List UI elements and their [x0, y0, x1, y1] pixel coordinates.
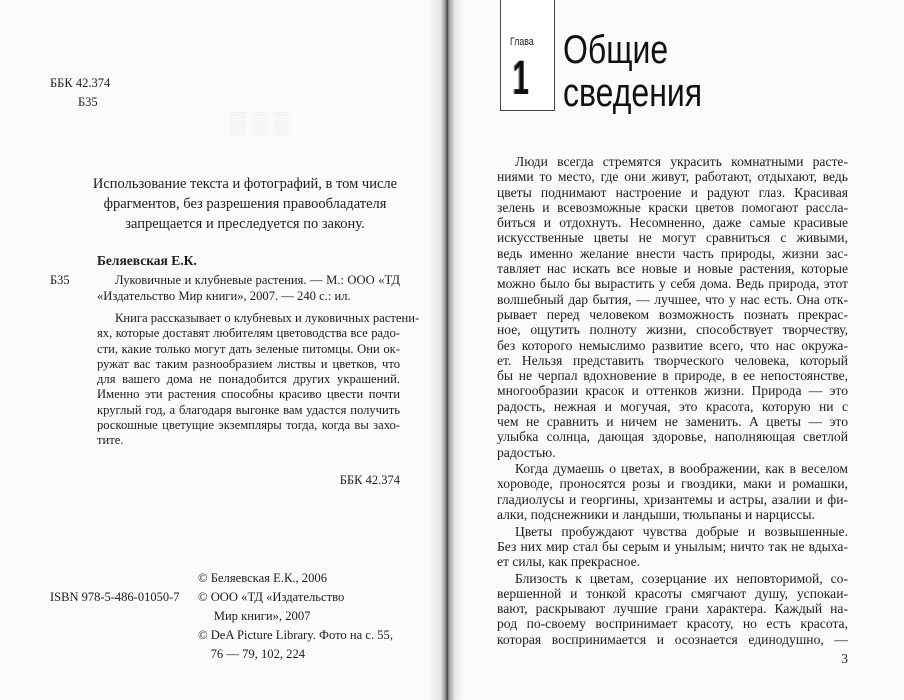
- body-line: радость, нежная и могучая, это красота, которую ни с: [497, 398, 848, 414]
- annotation-line: роскошные цветущие экземпляры тогда, когда вы захо-: [97, 418, 400, 433]
- copyright-block: [198, 569, 393, 664]
- chapter-badge: [500, 0, 555, 111]
- body-line: радостью.: [497, 444, 556, 460]
- paragraph: [497, 461, 848, 522]
- author-mark-top: Б35: [78, 95, 98, 109]
- body-line: алки, подснежники и ландыши, тюльпаны и нарциссы.: [497, 507, 815, 523]
- body-line: Близость к цветам, созерцание их неповторимой, со-: [515, 570, 848, 586]
- body-line: ведь именно желание внести часть природы, жизни зас-: [497, 245, 848, 261]
- annotation-line: для вашего дома не понадобится других украшений.: [97, 372, 400, 387]
- body-line: хороводе, проносятся розы и гвоздики, маки и ромашки,: [497, 476, 848, 492]
- body-line: которая воспринимается и осознается единодушно, —: [497, 631, 848, 647]
- paragraph: [497, 154, 848, 460]
- body-line: улыбка солнца, дающая здоровье, наполняющая светлой: [497, 429, 848, 445]
- paragraph: [497, 524, 848, 570]
- body-line: искусственные цветы не могут сравниться с живыми,: [497, 230, 848, 246]
- annotation-line: Именно эти растения способны красиво цвести почти: [97, 387, 400, 402]
- author-name: Беляевская Е.К.: [97, 253, 197, 268]
- book-gutter: [428, 0, 464, 700]
- bib-line: Луковичные и клубневые растения. — М.: ООО «ТД: [115, 273, 400, 287]
- body-line: ет. Нельзя представить творческого человека, который: [497, 352, 848, 368]
- chapter-body: [497, 154, 848, 648]
- chapter-title-line: сведения: [563, 71, 703, 115]
- copyright-line: © DeA Picture Library. Фото на с. 55,: [198, 628, 393, 642]
- copyright-line: Мир книги», 2007: [198, 609, 311, 623]
- body-line: рывает перед человеком возможность познать прекрас-: [497, 306, 848, 322]
- chapter-number: 1: [513, 52, 530, 105]
- body-line: Без них мир стал бы серым и унылым; ничто так не вдыха-: [497, 538, 848, 554]
- annotation: [97, 311, 420, 449]
- copyright-line: © Беляевская Е.К., 2006: [198, 571, 327, 585]
- body-line: ет силы, как прекрасное.: [497, 554, 641, 570]
- body-line: Когда думаешь о цветах, в воображении, как в веселом: [515, 461, 848, 477]
- body-line: вершенной и тонкой красоты смягчают душу, успокаи-: [497, 585, 848, 601]
- annotation-line: тите.: [97, 433, 124, 448]
- body-line: род по-своему воспринимает красоту, но есть красота,: [497, 616, 848, 632]
- copyright-line: 76 — 79, 102, 224: [198, 647, 306, 661]
- isbn: ISBN 978-5-486-01050-7: [50, 590, 180, 604]
- body-line: бы не черпал вдохновение в природе, в ее непостоянстве,: [497, 368, 848, 384]
- page-number: 3: [841, 651, 848, 666]
- bibliographic-entry: [97, 272, 400, 304]
- annotation-line: ружат вас таким разнообразием листвы и цветков, что: [97, 356, 400, 371]
- chapter-title-line: Общие: [563, 28, 669, 72]
- annotation-line: ях, которые доставят любителям цветоводства все радо-: [97, 326, 400, 341]
- copyright-notice: [60, 174, 430, 234]
- body-line: чем не сравнить и ничем не заменить. А цветы — это: [497, 414, 848, 430]
- body-line: вают, раскрывают лучшие грани характера. Каждый на-: [497, 601, 848, 617]
- notice-line: запрещается и преследуется по закону.: [125, 216, 365, 232]
- paragraph: [497, 571, 848, 647]
- body-line: Люди всегда стремятся украсить комнатными расте-: [515, 154, 848, 169]
- notice-line: Использование текста и фотографий, в том числе: [92, 176, 398, 192]
- bbk-code-top: ББК 42.374: [50, 76, 111, 90]
- bib-line: «Издательство Мир книги», 2007. — 240 с.: ил.: [97, 289, 351, 303]
- annotation-line: Книга рассказывает о клубневых и луковичных растени-: [115, 311, 420, 325]
- author-mark: Б35: [50, 273, 70, 287]
- annotation-line: круглый год, а благодаря выгонке вам удастся получить: [97, 402, 400, 417]
- body-line: ное, ощутить полноту жизни, способствует творчеству,: [497, 322, 848, 338]
- bbk-code-bottom: ББК 42.374: [339, 473, 400, 487]
- body-line: цветы поднимают настроение и радуют глаз. Красивая: [497, 184, 848, 200]
- annotation-line: сти, какие только могут дать зеленые питомцы. Они ок-: [97, 341, 400, 356]
- body-line: зелень и всевозможные краски цветов помогают расслa-: [497, 199, 848, 215]
- body-line: многообразии красок и оттенков жизни. Природа — это: [497, 383, 848, 399]
- body-line: гладиолусы и георгины, хризантемы и астры, азалии и фи-: [497, 491, 848, 507]
- chapter-label: Глава: [510, 36, 534, 48]
- body-line: волшебный дар бытия, — лучшее, что у нас есть. Она отк-: [497, 291, 848, 307]
- body-line: Цветы пробуждают чувства добрые и возвышенные.: [515, 523, 848, 539]
- body-line: без которого немыслимо развитие всего, что нас окружа-: [497, 337, 848, 353]
- copyright-line: © ООО «ТД «Издательство: [198, 590, 345, 604]
- body-line: биться и отдохнуть. Несомненно, даже самые красивые: [497, 215, 848, 231]
- show-through-ghost: ▒ ▒ ▒: [230, 110, 289, 135]
- body-line: можно было бы вырастить у себя дома. Ведь природа, этот: [497, 276, 848, 292]
- body-line: ниями то место, где они живут, работают, отдыхают, ведь: [497, 169, 848, 185]
- notice-line: фрагментов, без разрешения правообладателя: [103, 196, 387, 212]
- body-line: тавляет нас искать все новые и новые растения, которые: [497, 261, 848, 277]
